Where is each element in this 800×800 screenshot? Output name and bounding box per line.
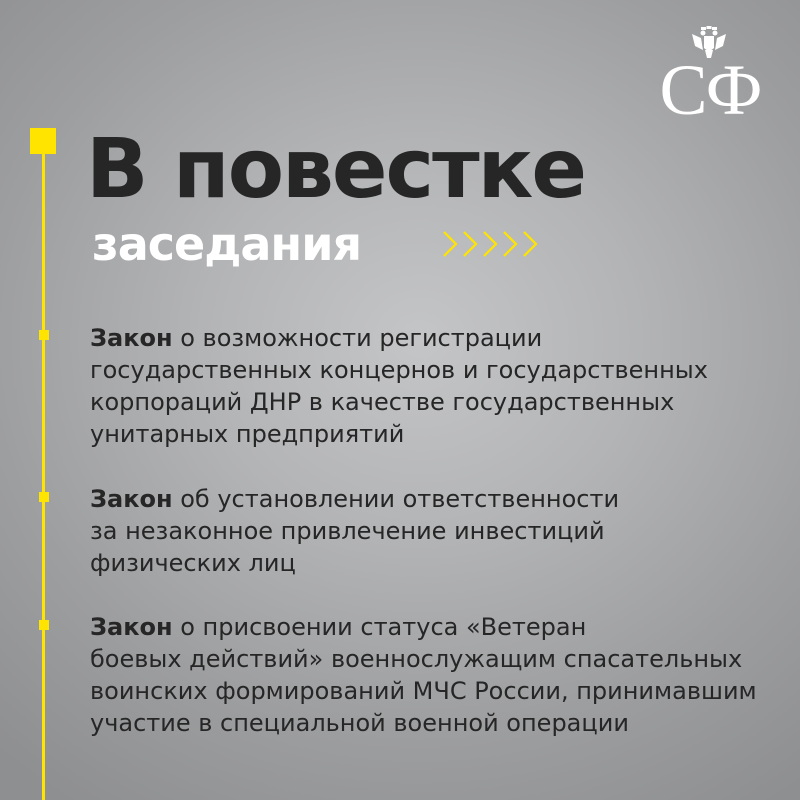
agenda-item-text: государственных концернов и государственных <box>90 356 708 384</box>
agenda-item-1 <box>90 322 790 450</box>
agenda-item-keyword: Закон <box>90 324 173 352</box>
timeline-square-marker <box>30 128 56 154</box>
agenda-item-text: об установлении ответственности <box>172 485 620 513</box>
timeline-dot-2 <box>39 492 49 502</box>
agenda-item-keyword: Закон <box>90 485 173 513</box>
agenda-item-3-line-1 <box>90 611 790 643</box>
page-subtitle: заседания <box>92 217 361 271</box>
agenda-item-text: участие в специальной военной операции <box>90 709 629 737</box>
agenda-item-text: за незаконное привлечение инвестиций <box>90 517 605 545</box>
agenda-item-keyword: Закон <box>90 613 173 641</box>
agenda-item-text: боевых действий» военнослужащим спасательных <box>90 645 743 673</box>
agenda-item-1-line-1 <box>90 322 790 354</box>
agenda-item-text: о возможности регистрации <box>172 324 543 352</box>
agenda-item-text: о присвоении статуса «Ветеран <box>172 613 587 641</box>
timeline-dot-3 <box>39 620 49 630</box>
page-title: В повестке <box>86 122 585 217</box>
timeline-dot-1 <box>39 330 49 340</box>
agenda-item-text: унитарных предприятий <box>90 420 405 448</box>
agenda-item-3 <box>90 611 790 739</box>
agenda-item-text: физических лиц <box>90 549 296 577</box>
federation-council-logo <box>640 26 780 130</box>
agenda-item-text: корпораций ДНР в качестве государственных <box>90 388 675 416</box>
agenda-item-text: воинских формирований МЧС России, принимавшим <box>90 677 757 705</box>
chevrons-right-icon <box>440 226 550 262</box>
timeline-line <box>42 140 45 800</box>
agenda-item-2 <box>90 483 790 579</box>
logo-text: СФ <box>659 50 761 130</box>
agenda-item-2-line-1 <box>90 483 790 515</box>
